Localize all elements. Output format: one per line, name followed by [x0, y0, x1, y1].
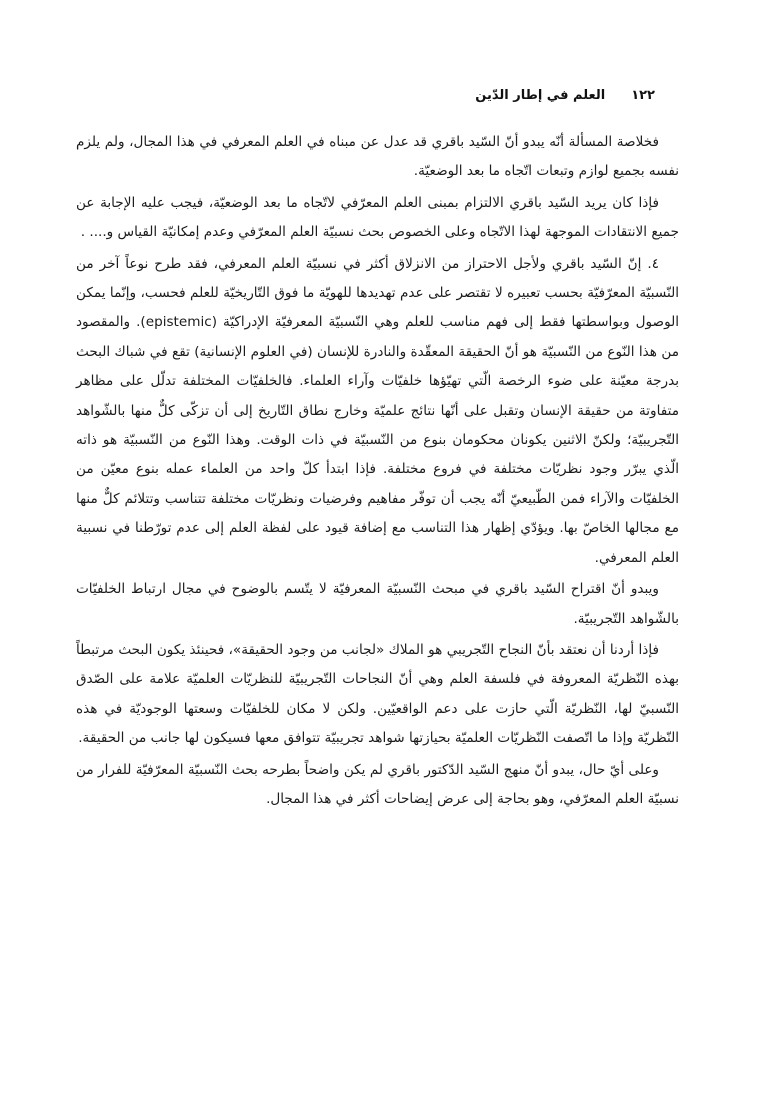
paragraph-6: وعلى أيّ حال، يبدو أنّ منهج السّيد الدّكتور باقري لم يكن واضحاً بطرحه بحث النّسبيّة المعرّفيّة للفرار من نسبيّة العلم المعرّفي، وهو بحاجة إلى عرض إيضاحات أكثر في هذا المجال.: [76, 761, 679, 807]
paragraph-2: فإذا كان يريد السّيد باقري الالتزام بمبنى العلم المعرّفي لاتّجاه ما بعد الوضعيّة، فيجب عليه الإجابة عن جميع الانتقادات الموجهة لهذا الاتّجاه وعلى الخصوص بحث نسبيّة العلم المعرّفي وعدم إمكانيّة القياس و.... .: [76, 194, 679, 241]
running-title: العلم في إطار الدّين: [475, 88, 606, 103]
paragraph-5: فإذا أردنا أن نعتقد بأنّ النجاح التّجريبي هو الملاك «لجانب من وجود الحقيقة»، فحينئذ يكون البحث مرتبطاً بهذه النّظريّة المعروفة في فلسفة العلم وهي أنّ النجاحات التّجريبيّة للنظريّات العلميّة علامة على الصّدق النّسبيّ لها، النّظريّة الّتي حازت على دعم الواقعيّين. ولكن لا مكان للخلفيّات وسعتها الوجوديّة في هذه النّظريّة وإذا ما اتّصفت النّظريّات العلميّة بحيازتها شواهد تجريبيّة تتوافق معها فسيكون لها جانب من الحقيقة.: [76, 641, 679, 747]
running-header: [475, 88, 655, 103]
paragraph-3: ٤. إنّ السّيد باقري ولأجل الاحتراز من الانزلاق أكثر في نسبيّة العلم المعرفي، فقد طرح نوعاً آخر من النّسبيّة المعرّفيّة بحسب تعبيره لا تقتصر على عدم تهديدها للهويّة ما فوق التّاريخيّة للعلم فحسب، وإنّما يمكن الوصول وبواسطتها فقط إلى فهم مناسب للعلم وهي النّسبيّة المعرفيّة الإدراكيّة (epistemic). والمقصود من هذا النّوع من النّسبيّة هو أنّ الحقيقة المعقّدة والنادرة للإنسان (في العلوم الإنسانية) تقع في شباك البحث بدرجة معيّنة على ضوء الرخصة الّتي تهيّؤها خلفيّات وآراء العلماء. فالخلفيّات المختلفة تدلّل على مظاهر متفاوتة من حقيقة الإنسان وتقبل على أنّها نتائج علميّة وخارج نطاق التّاريخ إلى أن تزكّى كلٌّ منها بالشّواهد التّجريبيّة؛ ولكنّ الاثنين يكونان محكومان بنوع من النّسبيّة في ذات الوقت. وهذا النّوع من النّسبيّة هو ذاته الّذي يبرّر وجود نظريّات مختلفة في فروع مختلفة. فإذا ابتدأ كلّ واحد من العلماء عمله بنوع معيّن من الخلفيّات والآراء فمن الطّبيعيّ أنّه يجب أن توفّر مفاهيم وفرضيات ونظريّات مختلفة تتناسب وتتلائم كلٌّ منها مع مجالها الخاصّ بها. ويؤدّي إظهار هذا التناسب مع إضافة قيود على لفظة العلم إلى عدم تورّطنا في نسبية العلم المعرفي.: [76, 255, 680, 566]
body-text: [76, 128, 679, 816]
page-number: ١٢٢: [631, 88, 655, 103]
paragraph-4: ويبدو أنّ اقتراح السّيد باقري في مبحث النّسبيّة المعرفيّة لا يتّسم بالوضوح في مجال ارتباط الخلفيّات بالشّواهد التّجريبيّة.: [76, 581, 679, 627]
paragraph-1: فخلاصة المسألة أنّه يبدو أنّ السّيد باقري قد عدل عن مبناه في العلم المعرفي في هذا المجال، ولم يلزم نفسه بجميع لوازم وتبعات اتّجاه ما بعد الوضعيّة.: [76, 134, 679, 180]
